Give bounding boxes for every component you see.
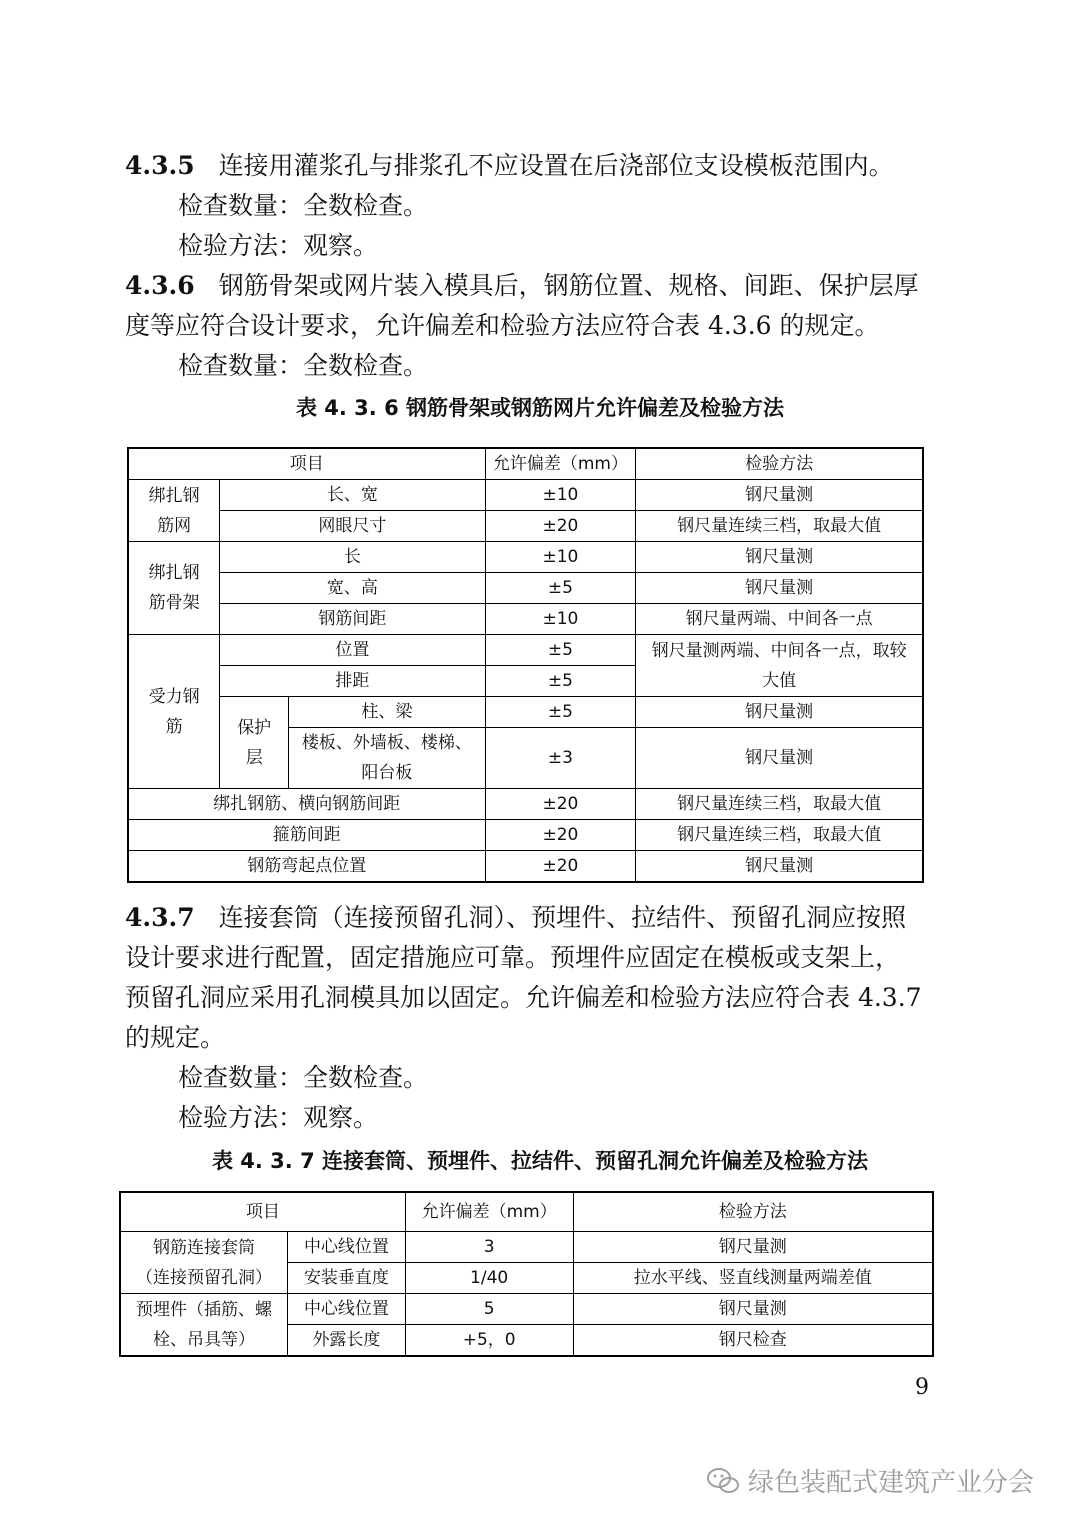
item-cell: 安装垂直度 bbox=[288, 1263, 406, 1294]
header-method: 检验方法 bbox=[636, 448, 923, 480]
item-cell: 排距 bbox=[220, 666, 485, 697]
item-cell: 柱、梁 bbox=[289, 697, 485, 728]
clause-text-line: 预留孔洞应采用孔洞模具加以固定。允许偏差和检验方法应符合表 4.3.7 bbox=[125, 983, 922, 1012]
inspection-quantity: 检查数量：全数检查。 bbox=[178, 191, 429, 220]
method-cell: 钢尺量测 bbox=[636, 697, 923, 728]
group-label: 钢筋连接套筒 （连接预留孔洞） bbox=[120, 1232, 288, 1294]
method-cell: 钢尺量测 bbox=[636, 728, 923, 789]
table-caption: 表 4. 3. 7 连接套筒、预埋件、拉结件、预留孔洞允许偏差及检验方法 bbox=[211, 1149, 869, 1173]
method-cell: 钢尺量连续三档，取最大值 bbox=[636, 511, 923, 542]
inspection-quantity: 检查数量：全数检查。 bbox=[178, 351, 429, 380]
tolerance-cell: ±20 bbox=[485, 851, 636, 883]
method-cell: 钢尺量测 bbox=[573, 1294, 933, 1325]
wechat-icon bbox=[706, 1466, 740, 1496]
tolerance-cell: ±5 bbox=[485, 635, 636, 666]
table-header-row bbox=[128, 448, 923, 480]
tolerance-cell: 5 bbox=[405, 1294, 573, 1325]
item-cell: 中心线位置 bbox=[288, 1232, 406, 1263]
tolerance-cell: 1/40 bbox=[405, 1263, 573, 1294]
inspection-method: 检验方法：观察。 bbox=[178, 231, 379, 260]
tolerance-cell: ±20 bbox=[485, 820, 636, 851]
method-cell: 钢尺量测 bbox=[573, 1232, 933, 1263]
tolerance-cell: ±5 bbox=[485, 666, 636, 697]
table-row bbox=[128, 697, 923, 728]
item-cell: 钢筋间距 bbox=[220, 604, 485, 635]
clause-number: 4.3.6 bbox=[125, 271, 195, 300]
method-cell: 钢尺量测 bbox=[636, 851, 923, 883]
header-method: 检验方法 bbox=[573, 1192, 933, 1232]
method-cell: 钢尺量连续三档，取最大值 bbox=[636, 820, 923, 851]
clause-number: 4.3.7 bbox=[125, 903, 195, 932]
item-cell: 钢筋弯起点位置 bbox=[128, 851, 485, 883]
clause-text-line: 度等应符合设计要求，允许偏差和检验方法应符合表 4.3.6 的规定。 bbox=[125, 311, 880, 340]
group-label: 绑扎钢 筋骨架 bbox=[128, 542, 220, 635]
tolerance-cell: 3 bbox=[405, 1232, 573, 1263]
method-cell: 钢尺量测两端、中间各一点，取较 大值 bbox=[636, 635, 923, 697]
method-cell: 拉水平线、竖直线测量两端差值 bbox=[573, 1263, 933, 1294]
item-cell: 位置 bbox=[220, 635, 485, 666]
header-tolerance: 允许偏差（mm） bbox=[485, 448, 636, 480]
tolerance-cell: ±20 bbox=[485, 789, 636, 820]
method-cell: 钢尺量测 bbox=[636, 480, 923, 511]
group-label: 绑扎钢 筋网 bbox=[128, 480, 220, 542]
page-number: 9 bbox=[915, 1375, 929, 1400]
table-row bbox=[128, 573, 923, 604]
tolerance-cell: ±5 bbox=[485, 697, 636, 728]
tolerance-cell: ±5 bbox=[485, 573, 636, 604]
item-cell: 外露长度 bbox=[288, 1325, 406, 1357]
clause-number: 4.3.5 bbox=[125, 151, 195, 180]
tolerance-cell: ±10 bbox=[485, 542, 636, 573]
clause-text-line: 设计要求进行配置，固定措施应可靠。预埋件应固定在模板或支架上， bbox=[125, 943, 901, 972]
method-cell: 钢尺量测 bbox=[636, 542, 923, 573]
item-cell: 网眼尺寸 bbox=[220, 511, 485, 542]
table-row bbox=[128, 511, 923, 542]
clause-text-line: 连接套筒（连接预留孔洞）、预埋件、拉结件、预留孔洞应按照 bbox=[218, 903, 907, 932]
table-row bbox=[128, 789, 923, 820]
clause-4-3-6 bbox=[0, 266, 1080, 306]
table-row bbox=[128, 542, 923, 573]
item-cell: 宽、高 bbox=[220, 573, 485, 604]
item-cell: 楼板、外墙板、楼梯、 阳台板 bbox=[289, 728, 485, 789]
tolerance-cell: ±10 bbox=[485, 604, 636, 635]
item-cell: 中心线位置 bbox=[288, 1294, 406, 1325]
table-4-3-6 bbox=[127, 447, 924, 883]
tolerance-cell: ±20 bbox=[485, 511, 636, 542]
table-4-3-7 bbox=[119, 1191, 934, 1357]
tolerance-cell: ±10 bbox=[485, 480, 636, 511]
clause-text-line: 钢筋骨架或网片装入模具后，钢筋位置、规格、间距、保护层厚 bbox=[218, 271, 919, 300]
inspection-method: 检验方法：观察。 bbox=[178, 1103, 379, 1132]
table-row bbox=[128, 820, 923, 851]
clause-4-3-7 bbox=[0, 898, 1080, 938]
subgroup-label: 保护 层 bbox=[220, 697, 289, 789]
header-item: 项目 bbox=[128, 448, 485, 480]
tolerance-cell: +5，0 bbox=[405, 1325, 573, 1357]
item-cell: 长 bbox=[220, 542, 485, 573]
clause-4-3-5 bbox=[0, 146, 1080, 186]
table-header-row bbox=[120, 1192, 933, 1232]
header-tolerance: 允许偏差（mm） bbox=[405, 1192, 573, 1232]
table-row bbox=[128, 635, 923, 666]
method-cell: 钢尺检查 bbox=[573, 1325, 933, 1357]
table-row bbox=[128, 604, 923, 635]
watermark bbox=[706, 1462, 1034, 1499]
method-cell: 钢尺量连续三档，取最大值 bbox=[636, 789, 923, 820]
inspection-quantity: 检查数量：全数检查。 bbox=[178, 1063, 429, 1092]
tolerance-cell: ±3 bbox=[485, 728, 636, 789]
method-cell: 钢尺量两端、中间各一点 bbox=[636, 604, 923, 635]
table-caption: 表 4. 3. 6 钢筋骨架或钢筋网片允许偏差及检验方法 bbox=[295, 396, 785, 420]
watermark-text: 绿色装配式建筑产业分会 bbox=[748, 1468, 1035, 1498]
item-cell: 长、宽 bbox=[220, 480, 485, 511]
table-row bbox=[120, 1294, 933, 1325]
method-cell: 钢尺量测 bbox=[636, 573, 923, 604]
group-label: 预埋件（插筋、螺 栓、吊具等） bbox=[120, 1294, 288, 1357]
item-cell: 箍筋间距 bbox=[128, 820, 485, 851]
clause-text: 连接用灌浆孔与排浆孔不应设置在后浇部位支设模板范围内。 bbox=[218, 151, 894, 180]
clause-text-line: 的规定。 bbox=[125, 1023, 226, 1052]
item-cell: 绑扎钢筋、横向钢筋间距 bbox=[128, 789, 485, 820]
table-row bbox=[120, 1232, 933, 1263]
table-row bbox=[128, 851, 923, 883]
group-label: 受力钢 筋 bbox=[128, 635, 220, 789]
table-row bbox=[128, 480, 923, 511]
header-item: 项目 bbox=[120, 1192, 405, 1232]
